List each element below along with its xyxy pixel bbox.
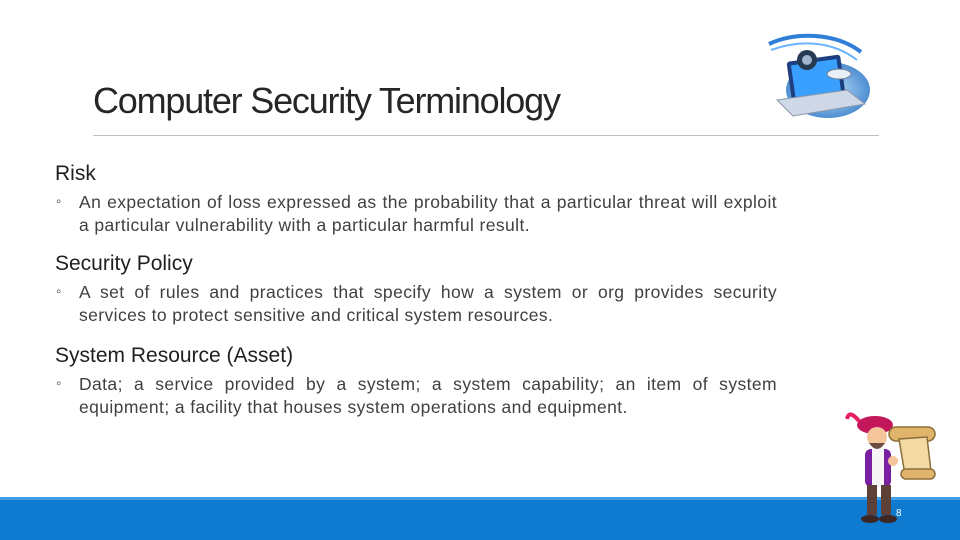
term-definition [55,281,777,326]
term-definition [55,373,777,418]
security-laptop-icon [765,30,875,120]
term-heading: System Resource (Asset) [55,344,294,367]
bullet-marker: ◦ [56,375,62,392]
term-section-security-policy [55,250,777,326]
term-section-system-resource [55,342,777,418]
definition-text: Data; a service provided by a system; a system capability; an item of system equipment; a facility that houses system operations and equipment. [79,374,777,417]
slide-title: Computer Security Terminology [93,80,560,121]
term-heading: Security Policy [55,252,193,275]
footer-bar [0,497,960,540]
term-section-risk [55,160,777,236]
definition-text: An expectation of loss expressed as the probability that a particular threat will exploit a particular vulnerability with a particular harmful result. [79,192,777,235]
term-heading: Risk [55,162,96,185]
title-divider [93,135,879,136]
term-definition [55,191,777,236]
bullet-marker: ◦ [56,193,62,210]
bullet-marker: ◦ [56,283,62,300]
definition-text: A set of rules and practices that specify how a system or org provides security services to protect sensitive and critical system resources. [79,282,777,325]
terminology-list [55,160,777,432]
page-number: 8 [896,508,902,519]
